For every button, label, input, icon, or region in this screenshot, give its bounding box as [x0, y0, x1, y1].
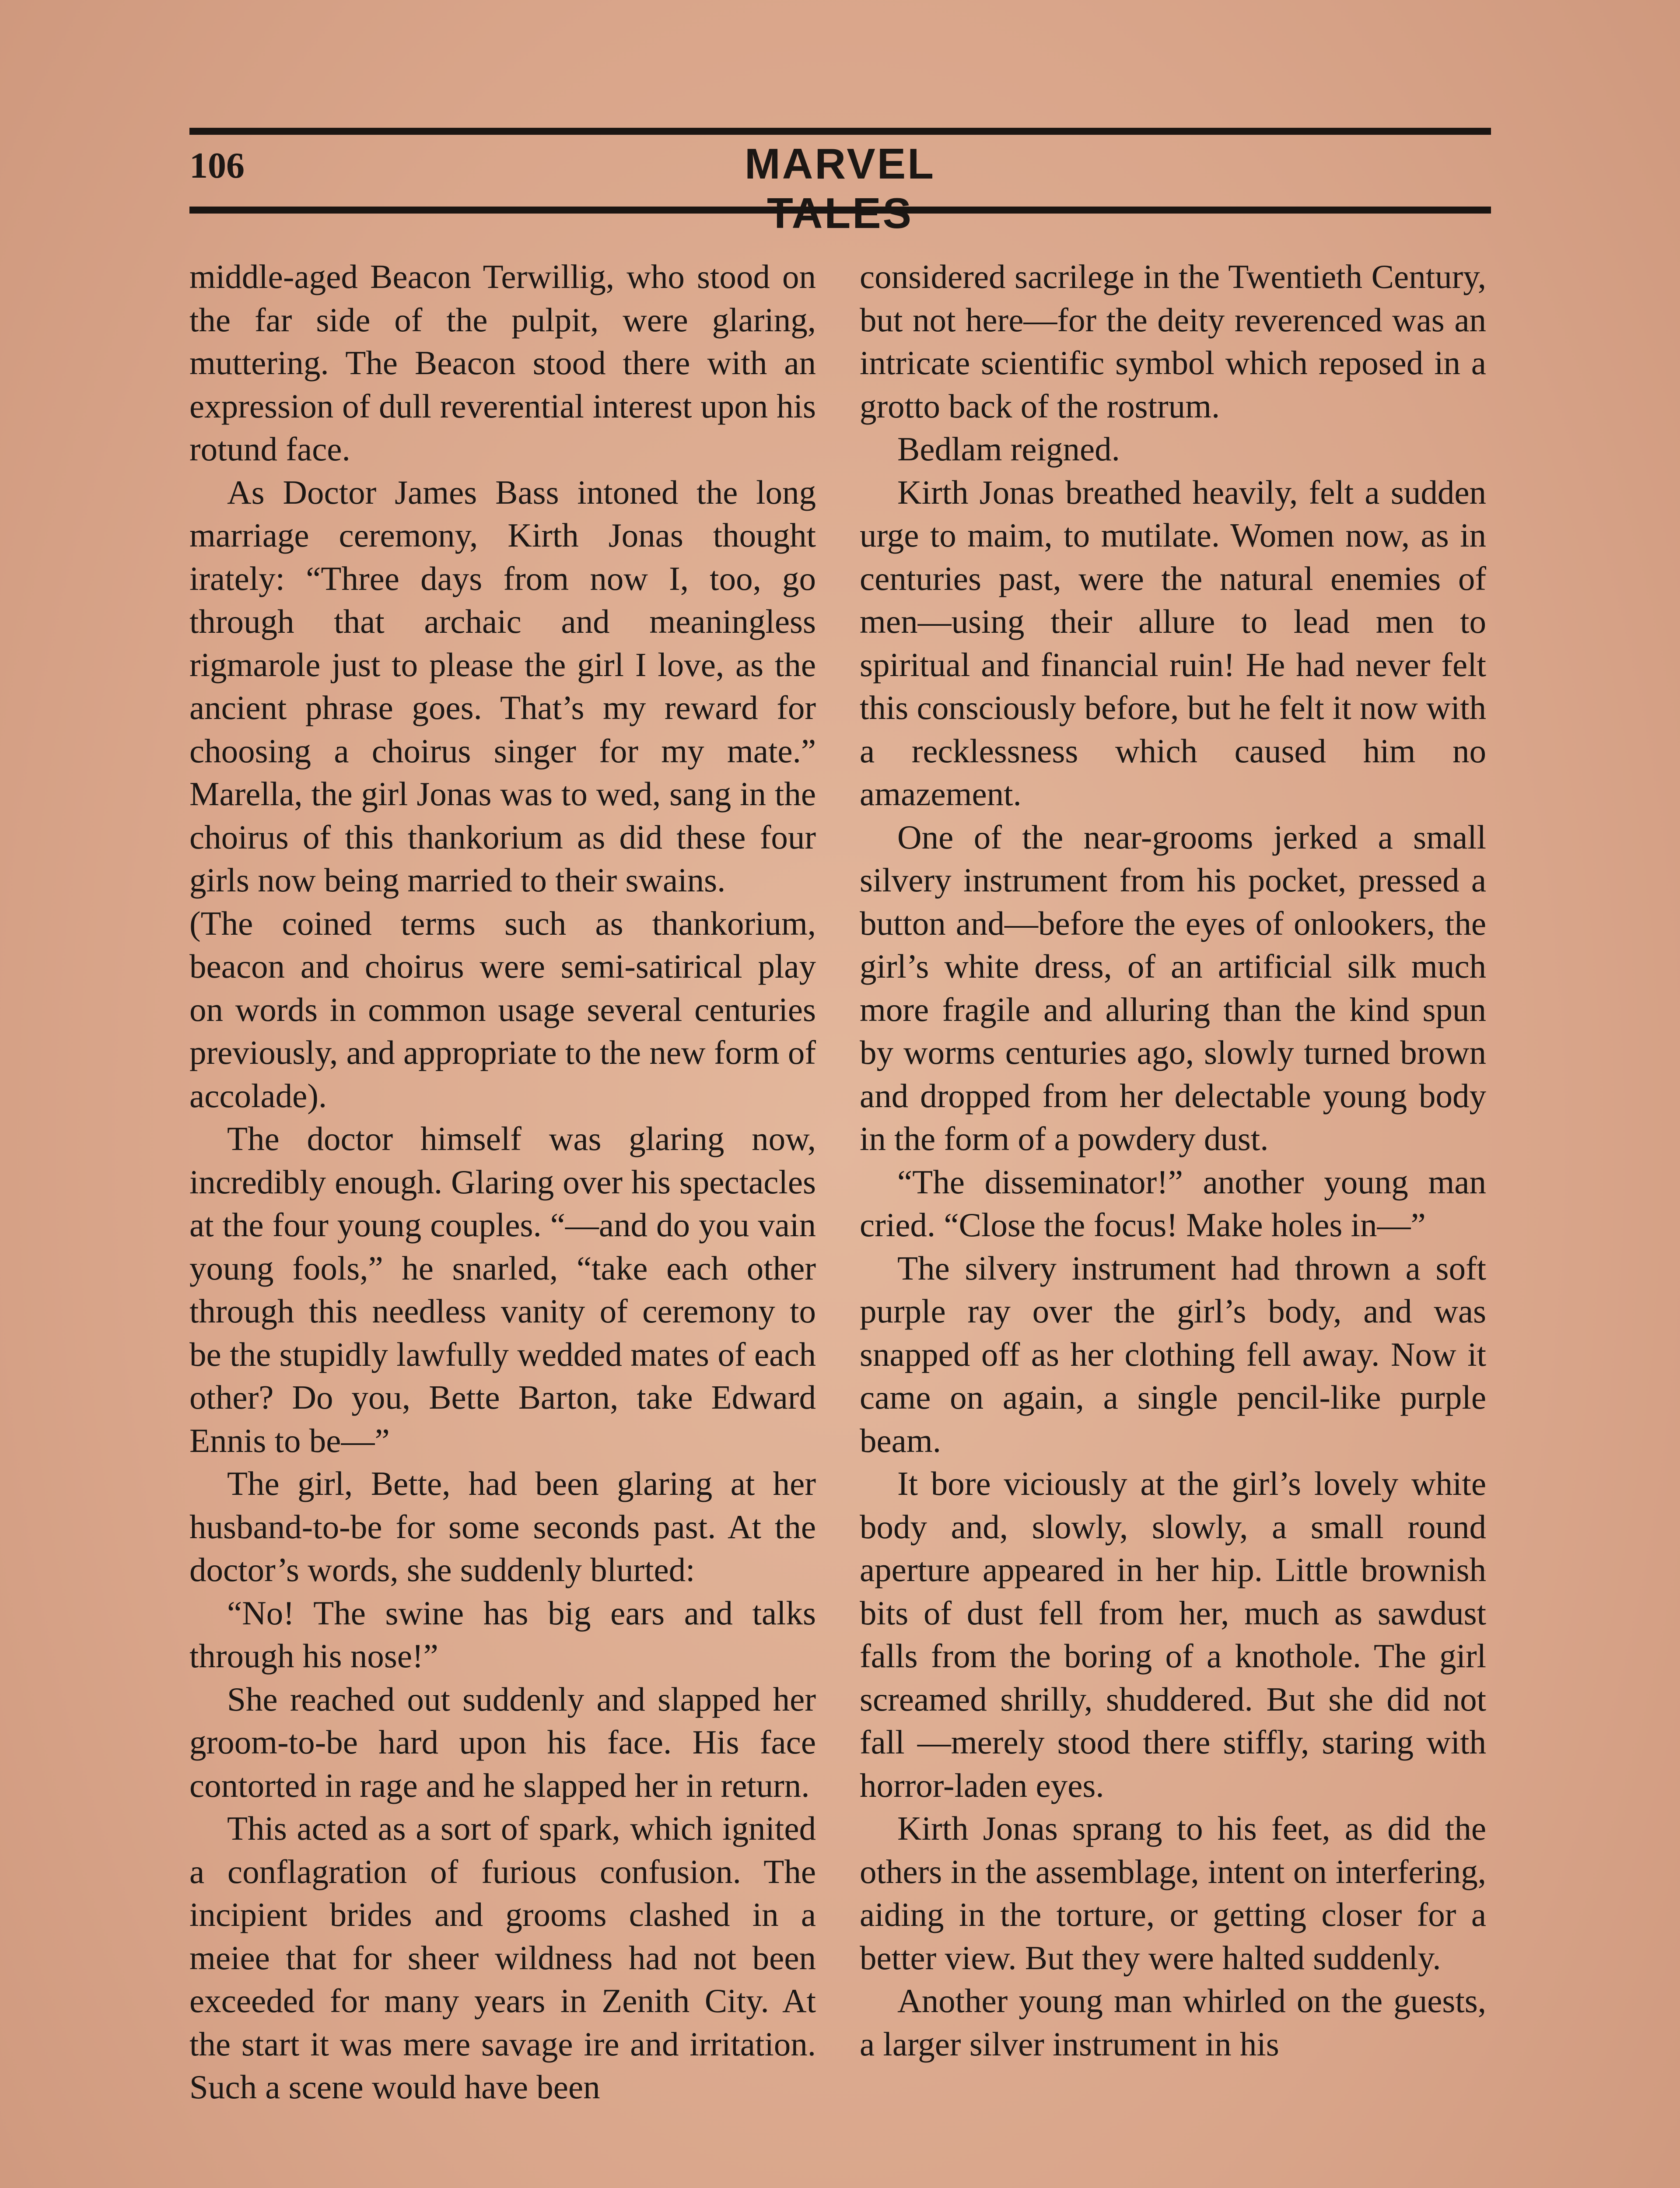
header-rule-bottom	[189, 207, 1491, 214]
paragraph: “The disseminator!” another young man cried. “Close the focus! Make holes in—”	[860, 1163, 1486, 1244]
paragraph: As Doctor James Bass intoned the long marriage ceremony, Kirth Jonas thought irately: “Three days from now I, too, go through that archaic and meaningless rigmarole just to please the girl I love, as the ancient phrase goes. That’s my reward for choosing a choirus singer for my mate.” Marella, the girl Jonas was to wed, sang in the choirus of this thankorium as did these four girls now being married to their swains.	[189, 473, 816, 899]
paragraph: She reached out suddenly and slapped her groom-to-be hard upon his face. His face contorted in rage and he slapped her in return.	[189, 1680, 816, 1804]
paragraph: The doctor himself was glaring now, incredibly enough. Glaring over his spectacles at the four young couples. “—and do you vain young fools,” he snarled, “take each other through this needless vanity of ceremony to be the stupidly lawfully wedded mates of each other? Do you, Bette Barton, take Edward Ennis to be—”	[189, 1120, 816, 1459]
paragraph: The girl, Bette, had been glaring at her husband-to-be for some seconds past. At the doctor’s words, she suddenly blurted:	[189, 1465, 816, 1588]
paragraph: considered sacrilege in the Twentieth Century, but not here—for the deity reverenced was an intricate scientific symbol which reposed in a grotto back of the rostrum.	[860, 258, 1486, 425]
paragraph: middle-aged Beacon Terwillig, who stood on the far side of the pulpit, were glaring, muttering. The Beacon stood there with an expression of dull reverential interest upon his rotund face.	[189, 258, 816, 468]
paragraph: The silvery instrument had thrown a soft purple ray over the girl’s body, and was snapped off as her clothing fell away. Now it came on again, a single pencil-like purple beam.	[860, 1249, 1486, 1459]
text-column-right	[860, 255, 1486, 2065]
paragraph: It bore viciously at the girl’s lovely white body and, slowly, slowly, a small round aperture appeared in her hip. Little brownish bits of dust fell from her, much as sawdust falls from the boring of a knothole. The girl screamed shrilly, shuddered. But she did not fall —merely stood there stiffly, staring with horror-laden eyes.	[860, 1465, 1486, 1804]
paragraph: This acted as a sort of spark, which ignited a conflagration of furious confusion. The incipient brides and grooms clashed in a meiee that for sheer wildness had not been exceeded for many years in Zenith City. At the start it was mere savage ire and irritation. Such a scene would have been	[189, 1809, 816, 2106]
page-number: 106	[189, 145, 245, 186]
text-column-left	[189, 255, 816, 2109]
paragraph: Kirth Jonas breathed heavily, felt a sudden urge to maim, to mutilate. Women now, as in centuries past, were the natural enemies of men—using their allure to lead men to spiritual and financial ruin! He had never felt this consciously before, but he felt it now with a recklessness which caused him no amazement.	[860, 473, 1486, 813]
paragraph: “No! The swine has big ears and talks through his nose!”	[189, 1594, 816, 1675]
paragraph: Bedlam reigned.	[897, 430, 1120, 468]
magazine-title: MARVEL	[744, 140, 935, 188]
paragraph: Kirth Jonas sprang to his feet, as did the others in the assemblage, intent on interfering, aiding in the torture, or getting closer for a better view. But they were halted suddenly.	[860, 1809, 1486, 1977]
paragraph: Another young man whirled on the guests, a larger silver instrument in his	[860, 1982, 1486, 2063]
paragraph: One of the near-grooms jerked a small silvery instrument from his pocket, pressed a button and—before the eyes of onlookers, the girl’s white dress, of an artificial silk much more fragile and alluring than the kind spun by worms centuries ago, slowly turned brown and dropped from her delectable young body in the form of a powdery dust.	[860, 818, 1486, 1157]
header-rule-top	[189, 128, 1491, 135]
paragraph: (The coined terms such as thankorium, beacon and choirus were semi-satirical play on words in common usage several centuries previously, and appropriate to the new form of accolade).	[189, 904, 816, 1115]
